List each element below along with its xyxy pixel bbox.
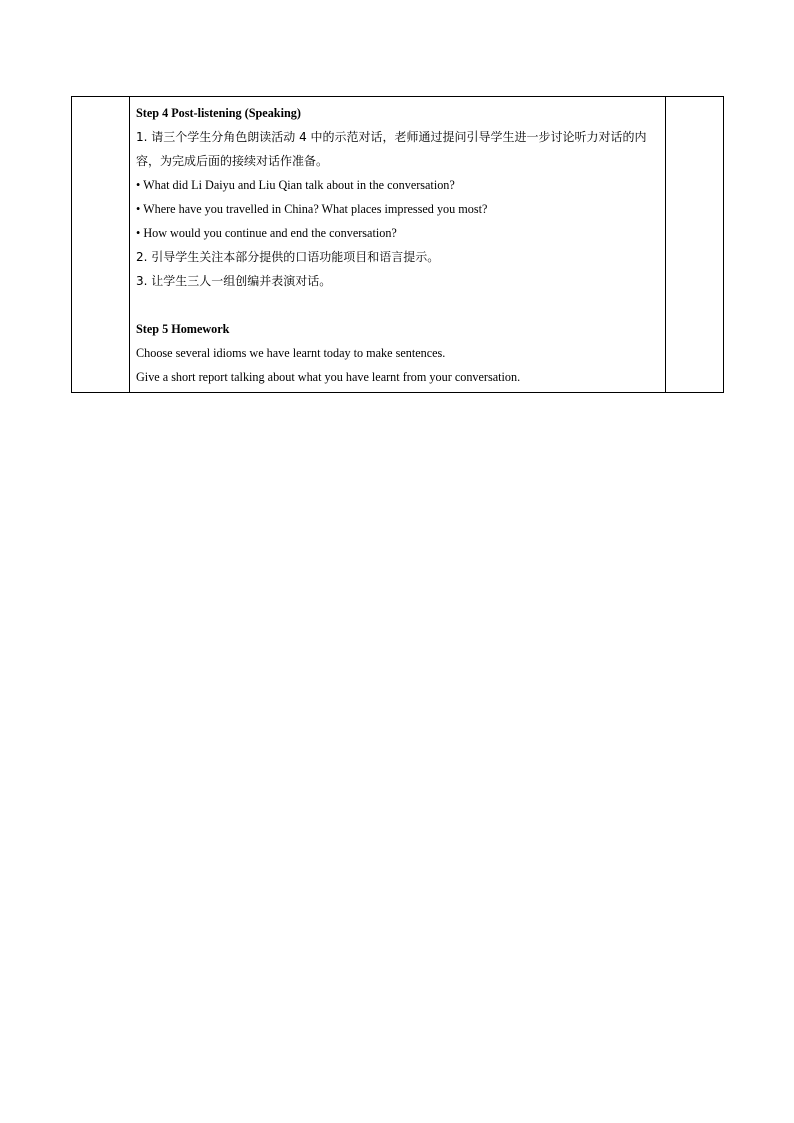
step-5-line-2: Give a short report talking about what you have learnt from your conversation. <box>136 370 521 384</box>
step-4-line-3: 3. 让学生三人一组创编并表演对话。 <box>136 274 332 288</box>
spacer <box>136 293 659 317</box>
step-5-title: Step 5 Homework <box>136 322 230 336</box>
left-empty-cell <box>72 97 130 393</box>
step-4-question-3: • How would you continue and end the conversation? <box>136 226 397 240</box>
table-row <box>72 97 724 393</box>
lesson-plan-table <box>71 96 724 393</box>
step-4-line-2: 2. 引导学生关注本部分提供的口语功能项目和语言提示。 <box>136 250 440 264</box>
right-empty-cell <box>666 97 724 393</box>
step-4-line-1: 1. 请三个学生分角色朗读活动 4 中的示范对话，老师通过提问引导学生进一步讨论听力对话的内容，为完成后面的接续对话作准备。 <box>136 130 647 168</box>
procedure-content <box>130 97 665 392</box>
procedure-cell <box>130 97 666 393</box>
step-4-question-1: • What did Li Daiyu and Liu Qian talk about in the conversation? <box>136 178 455 192</box>
step-4-question-2: • Where have you travelled in China? What places impressed you most? <box>136 202 488 216</box>
step-5-line-1: Choose several idioms we have learnt today to make sentences. <box>136 346 446 360</box>
step-4-title: Step 4 Post-listening (Speaking) <box>136 106 301 120</box>
